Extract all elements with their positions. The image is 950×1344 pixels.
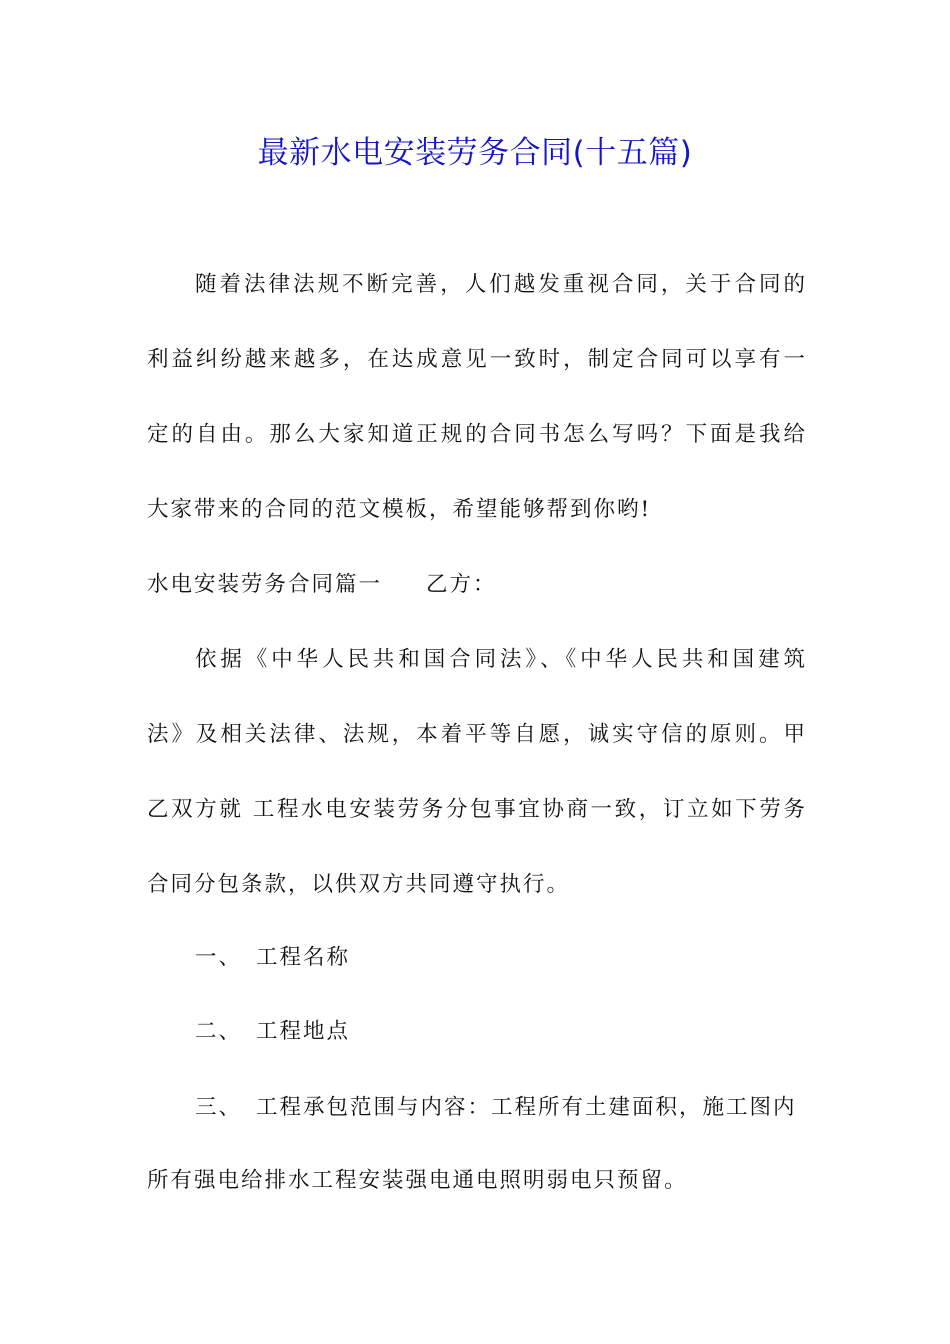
item-3	[195, 1093, 807, 1123]
body-line-2: 法》及相关法律、法规，本着平等自愿，诚实守信的原则。甲	[147, 722, 807, 747]
party-b-label: 乙方：	[426, 572, 497, 597]
body-line-4: 合同分包条款，以供双方共同遵守执行。	[147, 872, 571, 897]
document-title: 最新水电安装劳务合同(十五篇)	[257, 135, 693, 171]
body-line-1: 依据《中华人民共和国合同法》、《中华人民共和国建筑	[195, 647, 807, 672]
intro-line-4: 大家带来的合同的范文模板，希望能够帮到你哟!	[147, 497, 652, 522]
item-2-number: 二、	[195, 1019, 243, 1044]
item-2-text: 工程地点	[256, 1019, 351, 1044]
section-heading-line	[147, 570, 807, 600]
item-3-text: 工程承包范围与内容：工程所有土建面积，施工图内	[256, 1095, 797, 1120]
section-heading: 水电安装劳务合同篇一	[147, 572, 383, 597]
item-1-text: 工程名称	[256, 945, 351, 970]
item-2	[195, 1017, 807, 1047]
body-line-3: 乙双方就 工程水电安装劳务分包事宜协商一致，订立如下劳务	[147, 797, 807, 822]
item-1-number: 一、	[195, 945, 243, 970]
item-3-continuation: 所有强电给排水工程安装强电通电照明弱电只预留。	[147, 1168, 688, 1193]
intro-line-3: 定的自由。那么大家知道正规的合同书怎么写吗？下面是我给	[147, 422, 807, 447]
intro-line-2: 利益纠纷越来越多，在达成意见一致时，制定合同可以享有一	[147, 347, 807, 372]
item-3-number: 三、	[195, 1095, 243, 1120]
intro-line-1: 随着法律法规不断完善，人们越发重视合同，关于合同的	[195, 272, 807, 297]
item-1	[195, 943, 807, 973]
